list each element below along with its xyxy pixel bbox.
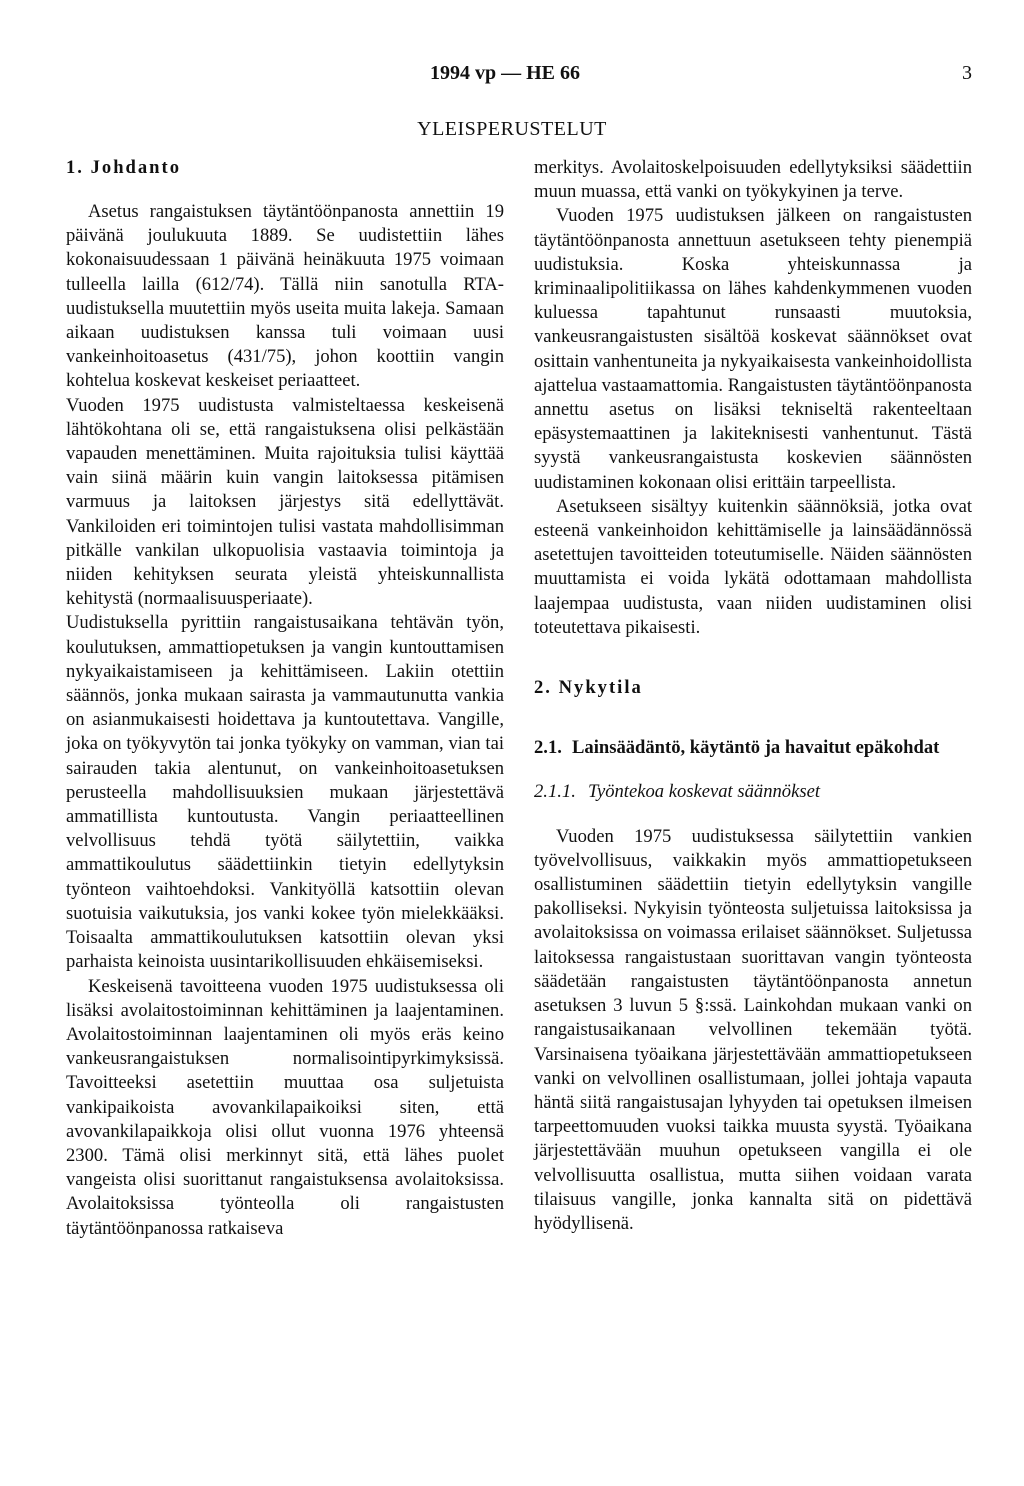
left-column: [66, 156, 504, 1241]
paragraph: Vuoden 1975 uudistuksessa säilytettiin vankien työvelvollisuus, vaikkakin myös ammattiopetukseen osallistuminen säädettiin tietyin edellytyksin vangille pakolliseksi. Nykyisin työnteosta suljetuissa laitoksissa ja avolaitoksissa on voimassa erilaiset säännökset. Suljetussa laitoksessa rangaistustaan suorittavan vangin työnteosta säädetään rangaistusten täytäntöönpanosta annetun asetuksen 3 luvun 5 §:ssä. Lainkohdan mukaan vanki on rangaistusaikanaan velvollinen tekemään työtä. Varsinaisena työaikana järjestettävään ammattiopetukseen vanki on velvollinen osallistumaan, jollei johtaja vapauta häntä siitä rangaistusajan lyhyyden tai opetuksen ilmeisen tarpeettomuuden vuoksi taikka muusta syystä. Työaikana järjestettävään muuhun opetukseen vangilla ei ole velvollisuutta osallistua, mutta siihen voidaan varata tilaisuus vangille, jonka kannalta sitä on pidettävä hyödyllisenä.: [534, 825, 972, 1234]
paragraph: Vuoden 1975 uudistuksen jälkeen on rangaistusten täytäntöönpanosta annettuun asetukseen tehty pienempiä uudistuksia. Koska yhteiskunnassa ja kriminaalipolitiikassa on lähes kahdenkymmenen vuoden kuluessa tapahtunut runsaasti muutoksia, vankeusrangaistusten sisältöä koskevat säännökset ovat osittain vanhentuneita ja nykyaikaisesta vankeinhoidollista ajattelua vastaamattomia. Rangaistusten täytäntöönpanosta annettu asetus on lisäksi tekniseltä rakenteeltaan epäsystemaattinen ja lakiteknisesti vanhentunut. Tästä syystä vankeusrangaistusta koskevien säännösten uudistaminen kokonaan olisi erittäin tarpeellista.: [534, 205, 972, 493]
paragraph: Uudistuksella pyrittiin rangaistusaikana tehtävän työn, koulutuksen, ammattiopetuksen ja vangin kuntouttamisen nykyaikaistamiseen ja kehittämiseen. Lakiin otettiin säännös, jonka mukaan sairasta ja vammautunutta vankia on asianmukaisesti hoidettava ja kuntoutettava. Vangille, joka on työkyvytön tai jonka työkyky on vamman, vian tai sairauden takia alentunut, on vankeinhoitoasetuksen perusteella mahdollisuuksien mukaan järjestettävä ammatillista kuntoutusta. Vangin periaatteellinen velvollisuus tehdä työtä säilytettiin, vaikka ammattikoulutus säädettiinkin tietyin edellytyksin työnteon vaihtoehdoksi. Vankityöllä katsottiin olevan suotuisia vaikutuksia, jos vanki kokee työn mielekkääksi. Toisaalta ammattikoulutuksen katsottiin olevan yksi parhaista keinoista uusintarikollisuuden ehkäisemiseksi.: [66, 612, 504, 973]
subsubsection-heading: [534, 780, 972, 804]
subsection-title: Lainsäädäntö, käytäntö ja havaitut epäkohdat: [572, 737, 940, 759]
main-heading: YLEISPERUSTELUT: [417, 118, 607, 140]
subsection-heading: [534, 736, 972, 760]
paragraph: Asetus rangaistuksen täytäntöönpanosta annettiin 19 päivänä joulukuuta 1889. Se uudistettiin lähes kokonaisuudessaan 1 päivänä heinäkuuta 1975 voimaan tulleella lailla (612/74). Tällä niin sanotulla RTA-uudistuksella muutettiin myös useita muita lakeja. Samaan aikaan uudistuksen kanssa tuli voimaan uusi vankeinhoitoasetus (431/75), johon koottiin vangin kohtelua koskevat keskeiset periaatteet.: [66, 201, 504, 392]
page-number: 3: [962, 62, 972, 84]
paragraph: Asetukseen sisältyy kuitenkin säännöksiä, jotka ovat esteenä vankeinhoidon kehittämiselle ja lainsäädännössä asetettujen tavoitteiden toteutumiselle. Näiden säännösten muuttamista ei voida lykätä odottamaan mahdollista laajempaa uudistusta, vaan niiden uudistaminen olisi toteutettava pikaisesti.: [534, 495, 972, 638]
paragraph: Keskeisenä tavoitteena vuoden 1975 uudistuksessa oli lisäksi avolaitostoiminnan kehittäminen ja laajentaminen. Avolaitostoiminnan laajentaminen oli myös eräs keino vankeusrangaistuksen normalisointipyrkimyksissä. Tavoitteeksi asetettiin muuttaa osa suljetuista vankipaikoista avovankilapaikoiksi siten, että avovankilapaikkoja olisi ollut vuonna 1976 yhteensä 2300. Tämä olisi merkinnyt sitä, että lähes puolet vangeista olisi suorittanut rangaistuksensa avolaitoksissa. Avolaitoksissa työnteolla oli rangaistusten täytäntöönpanossa ratkaiseva: [66, 975, 504, 1239]
subsubsection-title: Työntekoa koskevat säännökset: [588, 781, 821, 803]
subsubsection-number: 2.1.1.: [534, 781, 576, 803]
subsection-number: 2.1.: [534, 737, 562, 759]
section-heading-current-state: 2. Nykytila: [534, 677, 643, 699]
running-header: [0, 62, 1024, 92]
paragraph: Vuoden 1975 uudistusta valmisteltaessa keskeisenä lähtökohtana oli se, että rangaistuksena olisi pelkästään vapauden menettäminen. Muita rajoituksia tulisi käyttää vain siinä määrin kuin vangin laitoksessa pitämisen varmuus ja laitoksen järjestys sitä edellyttävät. Vankiloiden eri toimintojen tulisi vastata mahdollisimman pitkälle vankilan ulkopuolisia vastaavia toimintoja ja niiden kehityksen seurata yleistä yhteiskunnallista kehitystä (normaalisuusperiaate).: [66, 394, 504, 610]
section-heading-introduction: 1. Johdanto: [66, 157, 181, 178]
right-column: [534, 156, 972, 1236]
paragraph: merkitys. Avolaitoskelpoisuuden edellytyksiksi säädettiin muun muassa, että vanki on työkykyinen ja terve.: [534, 157, 972, 203]
document-reference: 1994 vp — HE 66: [429, 62, 581, 84]
